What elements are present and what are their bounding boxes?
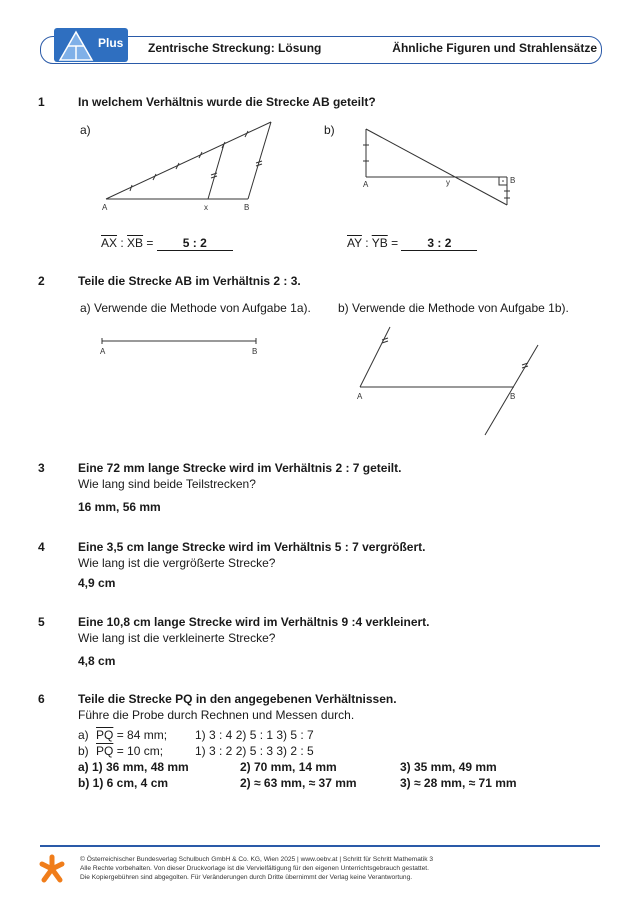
- figure-2b: [352, 325, 552, 440]
- page-title: Zentrische Streckung: Lösung: [148, 41, 322, 55]
- task-number: 1: [38, 95, 45, 109]
- plus-logo: [54, 28, 128, 68]
- point-label-B: B: [252, 347, 258, 356]
- subtask-label-a: a): [80, 123, 91, 137]
- answer-6b-1: b) 1) 6 cm, 4 cm: [78, 776, 169, 790]
- task-subquestion: Führe die Probe durch Rechnen und Messen durch.: [78, 708, 355, 722]
- footer-copyright: © Österreichischer Bundesverlag Schulbuch GmbH & Co. KG, Wien 2025 | www.oebv.at | Schritt für Schritt Mathematik 3: [80, 856, 434, 863]
- point-label-x: x: [204, 203, 208, 212]
- equals-sign: =: [391, 236, 399, 250]
- subtask-b-text: b) Verwende die Methode von Aufgabe 1b).: [338, 301, 569, 315]
- task-question: Teile die Strecke PQ in den angegebenen Verhältnissen.: [78, 692, 397, 706]
- subtask-a-text: a) Verwende die Methode von Aufgabe 1a).: [80, 301, 311, 315]
- row-b-label: b): [78, 744, 89, 758]
- task-number: 5: [38, 615, 45, 629]
- task-subquestion: Wie lang ist die vergrößerte Strecke?: [78, 556, 276, 570]
- task-question: Eine 3,5 cm lange Strecke wird im Verhältnis 5 : 7 vergrößert.: [78, 540, 426, 554]
- task-answer: 16 mm, 56 mm: [78, 500, 161, 514]
- segment-label: $\overline{XB}$: [127, 236, 144, 250]
- segment-label: $\overline{AX}$: [101, 236, 118, 250]
- answer-value: 3 : 2: [401, 236, 477, 251]
- logo-text: Plus: [98, 36, 124, 50]
- point-label-A: A: [363, 180, 369, 189]
- segment-label: $\overline{YB}$: [371, 236, 388, 250]
- figure-2a: [96, 335, 266, 360]
- answer-6b-3: 3) ≈ 28 mm, ≈ 71 mm: [400, 776, 517, 790]
- logo-box: [54, 28, 128, 62]
- task-subquestion: Wie lang sind beide Teilstrecken?: [78, 477, 256, 491]
- answer-value: 5 : 2: [157, 236, 233, 251]
- point-label-A: A: [357, 392, 363, 401]
- subtask-label-b: b): [324, 123, 335, 137]
- row-b-ratios: 1) 3 : 2 2) 5 : 3 3) 2 : 5: [195, 744, 314, 758]
- task-subquestion: Wie lang ist die verkleinerte Strecke?: [78, 631, 276, 645]
- task-number: 6: [38, 692, 45, 706]
- task-question: In welchem Verhältnis wurde die Strecke AB geteilt?: [78, 95, 376, 109]
- task-question: Eine 10,8 cm lange Strecke wird im Verhältnis 9 :4 verkleinert.: [78, 615, 430, 629]
- task-number: 4: [38, 540, 45, 554]
- footer-rights: Alle Rechte vorbehalten. Von dieser Druckvorlage ist die Vervielfältigung für den eigenen Unterrichtsgebrauch gestattet.: [80, 865, 429, 872]
- ratio-separator: :: [120, 236, 124, 250]
- point-label-B: B: [510, 176, 516, 185]
- task-number: 2: [38, 274, 45, 288]
- answer-1a: [101, 236, 233, 251]
- row-a-label: a): [78, 728, 89, 742]
- task-number: 3: [38, 461, 45, 475]
- footer-divider: [40, 845, 600, 847]
- answer-1b: [347, 236, 477, 251]
- answer-6a-3: 3) 35 mm, 49 mm: [400, 760, 497, 774]
- segment-length: = 10 cm;: [116, 744, 164, 758]
- segment-label: $\overline{PQ}$: [96, 728, 114, 742]
- publisher-star-icon: [38, 854, 66, 884]
- answer-6b-2: 2) ≈ 63 mm, ≈ 37 mm: [240, 776, 357, 790]
- task-question: Eine 72 mm lange Strecke wird im Verhältnis 2 : 7 geteilt.: [78, 461, 402, 475]
- row-a-given: [96, 728, 167, 742]
- footer-disclaimer: Die Kopiergebühren sind abgegolten. Für Veränderungen durch Dritte übernimmt der Verlag keine Verantwortung.: [80, 874, 413, 881]
- point-label-y: y: [446, 178, 450, 187]
- figure-1b: [360, 125, 530, 215]
- point-label-B: B: [244, 203, 250, 212]
- point-label-A: A: [102, 203, 108, 212]
- segment-length: = 84 mm;: [116, 728, 168, 742]
- topic-title: Ähnliche Figuren und Strahlensätze: [392, 41, 597, 55]
- task-answer: 4,9 cm: [78, 576, 116, 590]
- answer-6a-2: 2) 70 mm, 14 mm: [240, 760, 337, 774]
- task-answer: 4,8 cm: [78, 654, 116, 668]
- point-label-B: B: [510, 392, 516, 401]
- answer-6a-1: a) 1) 36 mm, 48 mm: [78, 760, 189, 774]
- row-a-ratios: 1) 3 : 4 2) 5 : 1 3) 5 : 7: [195, 728, 314, 742]
- figure-1a: [90, 118, 290, 218]
- segment-label: $\overline{PQ}$: [96, 744, 114, 758]
- ratio-separator: :: [365, 236, 369, 250]
- footer-text: [80, 855, 433, 882]
- task-question: Teile die Strecke AB im Verhältnis 2 : 3.: [78, 274, 301, 288]
- equals-sign: =: [146, 236, 154, 250]
- row-b-given: [96, 744, 163, 758]
- segment-label: $\overline{AY}$: [347, 236, 362, 250]
- point-label-A: A: [100, 347, 106, 356]
